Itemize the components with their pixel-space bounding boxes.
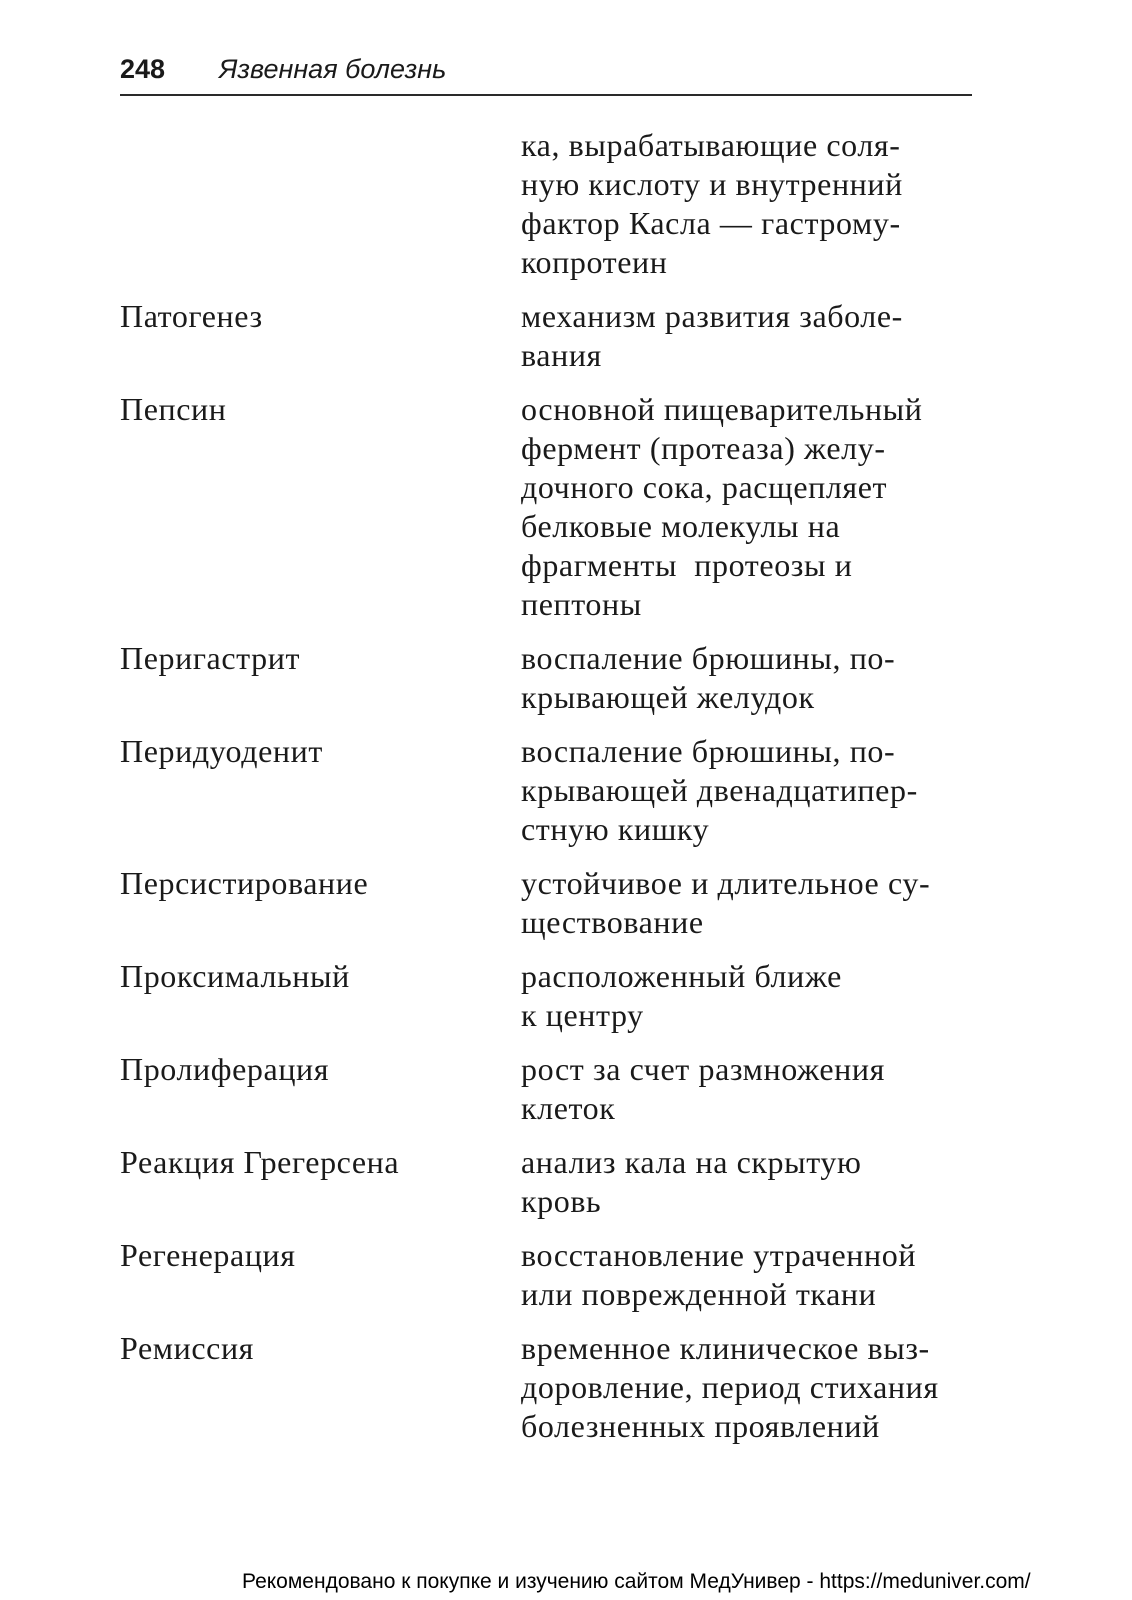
glossary-entry (120, 864, 990, 942)
glossary-entry (120, 957, 990, 1035)
page-number: 248 (120, 54, 166, 84)
definition-line: дочного сока, расщепляет (521, 469, 888, 505)
definition-line: крывающей двенадцатипер- (521, 772, 918, 808)
glossary-definition (521, 1143, 990, 1221)
glossary-definition (521, 957, 990, 1035)
glossary-entry (120, 1329, 990, 1446)
definition-line: стную кишку (521, 811, 710, 847)
definition-line: клеток (521, 1090, 616, 1126)
definition-line: восстановление утраченной (521, 1237, 917, 1273)
definition-line: механизм развития заболе- (521, 298, 903, 334)
definition-line: кровь (521, 1183, 602, 1219)
glossary-term: Пролиферация (120, 1051, 330, 1087)
definition-line: ка, вырабатывающие соля- (521, 127, 901, 163)
glossary-definition (521, 297, 990, 375)
glossary-definition (521, 390, 990, 624)
definition-line: устойчивое и длительное су- (521, 865, 931, 901)
definition-line: фрагменты протеозы и (521, 547, 853, 583)
definition-line: ную кислоту и внутренний (521, 166, 903, 202)
glossary-entry (120, 1050, 990, 1128)
glossary-definition (521, 864, 990, 942)
glossary-term: Перигастрит (120, 640, 301, 676)
definition-line: фермент (протеаза) желу- (521, 430, 886, 466)
glossary-term (120, 126, 521, 282)
glossary-entry (120, 732, 990, 849)
glossary-entry (120, 126, 990, 282)
definition-line: воспаление брюшины, по- (521, 640, 896, 676)
glossary-term: Патогенез (120, 298, 263, 334)
definition-line: расположенный ближе (521, 958, 842, 994)
definition-line: фактор Касла — гастрому- (521, 205, 901, 241)
definition-line: основной пищеварительный (521, 391, 923, 427)
glossary-entry (120, 297, 990, 375)
definition-line: ществование (521, 904, 704, 940)
definition-line: рост за счет размножения (521, 1051, 885, 1087)
glossary-entry (120, 639, 990, 717)
definition-line: вания (521, 337, 602, 373)
glossary-term: Пепсин (120, 391, 227, 427)
definition-line: белковые молекулы на (521, 508, 841, 544)
definition-line: пептоны (521, 586, 642, 622)
glossary-term: Персистирование (120, 865, 369, 901)
glossary-term: Ремиссия (120, 1330, 255, 1366)
glossary-entry (120, 1236, 990, 1314)
glossary-term: Регенерация (120, 1237, 296, 1273)
definition-line: анализ кала на скрытую (521, 1144, 862, 1180)
definition-line: воспаление брюшины, по- (521, 733, 896, 769)
definition-line: болезненных проявлений (521, 1408, 880, 1444)
glossary-definition (521, 639, 990, 717)
definition-line: или поврежденной ткани (521, 1276, 877, 1312)
definition-line: крывающей желудок (521, 679, 815, 715)
glossary-definition (521, 126, 990, 282)
glossary (120, 126, 990, 1461)
glossary-entry (120, 390, 990, 624)
definition-line: копротеин (521, 244, 668, 280)
glossary-definition (521, 1329, 990, 1446)
glossary-term: Реакция Грегерсена (120, 1144, 400, 1180)
glossary-definition (521, 1236, 990, 1314)
page-header (120, 50, 972, 96)
glossary-entry (120, 1143, 990, 1221)
definition-line: к центру (521, 997, 644, 1033)
glossary-definition (521, 1050, 990, 1128)
running-title: Язвенная болезнь (219, 54, 447, 84)
footer-note: Рекомендовано к покупке и изучению сайтом МедУнивер - https://meduniver.com/ (242, 1570, 1031, 1593)
definition-line: доровление, период стихания (521, 1369, 939, 1405)
glossary-term: Проксимальный (120, 958, 350, 994)
glossary-definition (521, 732, 990, 849)
definition-line: временное клиническое выз- (521, 1330, 930, 1366)
glossary-term: Перидуоденит (120, 733, 323, 769)
